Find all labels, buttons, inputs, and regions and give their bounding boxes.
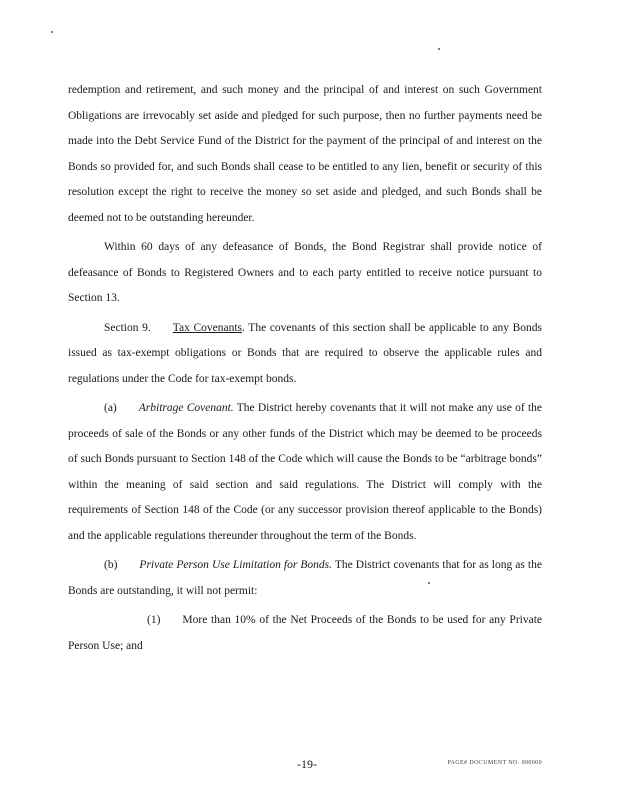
paragraph-defeasance-notice: Within 60 days of any defeasance of Bonds, the Bond Registrar shall provide notice of defeasance of Bonds to Registered Owners and to each party entitled to receive notice pursuant to Section 13. <box>68 241 542 304</box>
document-code: PAGE# DOCUMENT NO. 000000 <box>447 760 542 766</box>
scan-speck <box>51 31 53 33</box>
item-b-title: Private Person Use Limitation for Bonds. <box>139 559 332 571</box>
page-number: -19- <box>297 757 317 771</box>
item-b-paragraph <box>68 553 542 604</box>
item-b1-text: More than 10% of the Net Proceeds of the Bonds to be used for any Private Person Use; and <box>68 614 542 652</box>
document-body <box>68 78 542 659</box>
section-9-text: . The covenants of this section shall be applicable to any Bonds issued as tax-exempt obligations or Bonds that are required to observe the applicable rules and regulations under the Code for tax-exempt bonds. <box>68 321 542 385</box>
section-9-title: Tax Covenants <box>172 321 243 334</box>
item-a-title: Arbitrage Covenant. <box>138 402 234 414</box>
item-a-paragraph <box>68 396 542 549</box>
section-9-heading <box>68 316 542 393</box>
item-b1-paragraph <box>68 608 542 659</box>
item-b-label: (b) <box>104 559 118 571</box>
scan-speck <box>438 48 440 50</box>
item-a-label: (a) <box>104 402 117 414</box>
item-a-text: The District hereby covenants that it will not make any use of the proceeds of sale of the Bonds or any other funds of the District which may be deemed to be proceeds of such Bonds pursuant to Section 148 of the Code which will cause the Bonds to be “arbitrage bonds” within the meaning of said section and said regulations. The District will comply with the requirements of Section 148 of the Code (or any successor provision thereof applicable to the Bonds) and the applicable regulations thereunder throughout the term of the Bonds. <box>68 402 543 542</box>
item-b-text: The District covenants that for as long as the Bonds are outstanding, it will not permit: <box>68 559 542 597</box>
section-9-label: Section 9. <box>104 321 151 334</box>
item-b1-label: (1) <box>147 614 161 626</box>
paragraph-defeasance-continued: redemption and retirement, and such money and the principal of and interest on such Government Obligations are irrevocably set aside and pledged for such purpose, then no further payments need be made into the Debt Service Fund of the District for the payment of the principal of and interest on the Bonds so provided for, and such Bonds shall cease to be entitled to any lien, benefit or security of this resolution except the right to receive the money so set aside and pledged, and such Bonds shall be deemed not to be outstanding hereunder. <box>68 84 542 224</box>
